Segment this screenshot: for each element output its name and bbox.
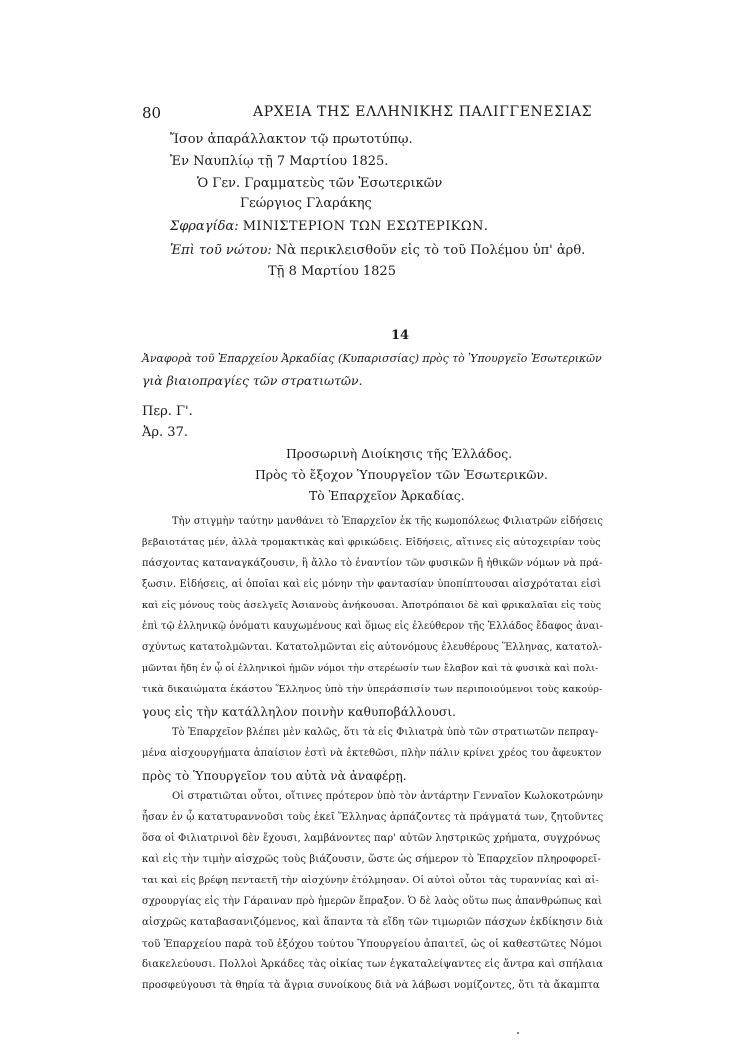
body-line: προσφεύγουσι τὰ θηρία τὰ ἄγρια συνοίκους διὰ νὰ λάβωσι νομίζοντες, ὅτι τὰ ἄκαμπτα [142, 980, 600, 991]
body-line: ἦσαν ἐν ᾧ κατατυραννοῦσι τοὺς ἐκεῖ Ἕλληνας ἁρπάζοντες τὰ πράγματά των, ζητοῦντες [142, 812, 604, 823]
running-title: ΑΡΧΕΙΑ ΤΗΣ ΕΛΛΗΝΙΚΗΣ ΠΑΛΙΓΓΕΝΕΣΙΑΣ [253, 104, 593, 120]
document-title: γιὰ βιαιοπραγίες τῶν στρατιωτῶν. [142, 373, 363, 388]
address-line: Τὸ Ἐπαρχεῖον Ἀρκαδίας. [309, 488, 465, 503]
reference-number: Περ. Γ'. [142, 404, 193, 419]
body-line: Τὴν στιγμὴν ταύτην μανθάνει τὸ Ἐπαρχεῖον ἐκ τῆς κωμοπόλεως Φιλιατρῶν εἰδήσεις [172, 516, 604, 527]
verso-date: Τῇ 8 Μαρτίου 1825 [268, 264, 396, 279]
page-number: 80 [142, 104, 162, 122]
body-line: ται καὶ εἰς βρέφη πενταετῆ τὴν αἰσχύνην ἐτόλμησαν. Οἱ αὐτοὶ οὗτοι τὰς τυραννίας καὶ αἰ- [142, 875, 599, 886]
body-line: διακελεύουσι. Πολλοὶ Ἀρκάδες τὰς οἰκίας των ἐγκαταλείψαντες εἰς ἄντρα καὶ σπήλαια [142, 959, 604, 970]
body-line: ξωσιν. Εἰδήσεις, αἱ ὁποῖαι καὶ εἰς μόνην τὴν φαντασίαν ὑποπίπτουσαι αἰσχρόταται εἰσὶ [142, 579, 602, 590]
address-line: Πρὸς τὸ ἔξοχον Ὑπουργεῖον τῶν Ἐσωτερικῶν. [255, 467, 548, 482]
verso-line [170, 243, 585, 258]
verso-label: Ἐπὶ τοῦ νώτου: [170, 243, 272, 258]
seal-text: ΜΙΝΙΣΤΕΡΙΟΝ ΤΩΝ ΕΣΩΤΕΡΙΚΩΝ. [242, 219, 489, 234]
body-line: σχύντως κατατολμῶνται. Κατατολμῶνται εἰς αὐτονόμους ἐλευθέρους Ἕλληνας, κατατολ- [142, 642, 603, 653]
document-title: Ἀναφορὰ τοῦ Ἐπαρχείου Ἀρκαδίας (Κυπαρισσίας) πρὸς τὸ Ὑπουργεῖο Ἐσωτερικῶν [142, 352, 602, 365]
certification-line: Ὁ Γεν. Γραμματεὺς τῶν Ἐσωτερικῶν [197, 176, 443, 191]
body-line: Τὸ Ἐπαρχεῖον βλέπει μὲν καλῶς, ὅτι τὰ εἰς Φιλιατρὰ ὑπὸ τῶν στρατιωτῶν πεπραγ- [172, 727, 599, 738]
body-line: ἐπὶ τῷ ἑλληνικῷ ὀνόματι καυχωμένους καὶ ὅμως εἰς ἐλεύθερον τῆς Ἑλλάδος ἔδαφος ἀναι- [142, 621, 603, 632]
seal-label: Σφραγίδα: [170, 219, 239, 234]
signatory-name: Γεώργιος Γλαράκης [240, 196, 372, 211]
body-line: μένα αἰσχουργήματα ἀπαίσιον ἐστὶ νὰ ἐκτεθῶσι, πλὴν πάλιν κρίνει χρέος του ἄφευκτον [142, 748, 602, 759]
body-line: βεβαιοτάτας μέν, ἀλλὰ τρομακτικὰς καὶ φρικώδεις. Εἰδήσεις, αἵτινες εἰς αὐτοχειρίαν τοὺς [142, 537, 601, 548]
verso-text: Νὰ περικλεισθοῦν εἰς τὸ τοῦ Πολέμου ὑπ' ἀρθ. [275, 243, 586, 258]
certification-line: Ἐν Ναυπλίῳ τῇ 7 Μαρτίου 1825. [170, 154, 389, 169]
address-line: Προσωρινὴ Διοίκησις τῆς Ἑλλάδος. [286, 446, 513, 461]
body-line: Οἱ στρατιῶται οὗτοι, οἵτινες πρότερον ὑπὸ τὸν ἀντάρτην Γενναῖον Κωλοκοτρώνην [172, 791, 604, 802]
body-line: τοῦ Ἐπαρχείου παρὰ τοῦ ἐξόχου τούτου Ὑπουργείου ἀπαιτεῖ, ὡς οἱ καθεστῶτες Νόμοι [142, 938, 603, 950]
body-line: πρὸς τὸ Ὑπουργεῖον του αὐτὰ νὰ ἀναφέρῃ. [142, 769, 407, 783]
body-line: τικὰ δικαιώματα ἑκάστου Ἕλληνος ὑπὸ τὴν ὑπεράσπισίν των περιποιούμενοι τοὺς κακούρ- [142, 684, 603, 695]
body-line: μῶνται ἤδη ἐν ᾧ οἱ ἑλληνικοὶ ἡμῶν νόμοι τὴν στερέωσίν των ἔλαβον καὶ τὰ φυσικὰ καὶ πολι- [142, 663, 599, 674]
scan-speck [517, 1032, 519, 1034]
body-line: ὅσα οἱ Φιλιατρινοὶ δὲν ἔχουσι, λαμβάνοντες παρ' αὐτῶν ληστρικῶς χρήματα, συγχρόνως [142, 833, 601, 844]
body-line: αἰσχρῶς καταβασανιζόμενος, καὶ ἅπαντα τὰ εἴδη τῶν τιμωριῶν πάσχων ἐκδίκησιν διὰ [142, 917, 604, 928]
body-line: καὶ εἰς μόνους τοὺς ἀσελγεῖς Ἀσιανοὺς ἀνήκουσαι. Ἀποτρόπαιοι δὲ καὶ φρικαλαῖαι εἰς τοὺς [142, 600, 602, 611]
document-number: 14 [391, 328, 410, 343]
reference-number: Ἀρ. 37. [142, 425, 188, 440]
seal-line [170, 219, 488, 234]
body-line: γους εἰς τὴν κατάλληλον ποινὴν καθυποβάλλουσι. [142, 705, 457, 719]
body-line: πάσχοντας καταναγκάζουσιν, ἢ ἄλλο τὸ ἐναντίον τῶν φυσικῶν ἢ ἠθικῶν νόμων νὰ πρά- [142, 558, 603, 569]
certification-line: Ἴσον ἀπαράλλακτον τῷ πρωτοτύπῳ. [170, 132, 413, 147]
body-line: καὶ εἰς τὴν τιμὴν αἰσχρῶς τοὺς βιάζουσιν, ὥστε ὡς σήμερον τὸ Ἐπαρχεῖον πληροφορεῖ- [142, 854, 601, 865]
body-line: σχρουργίας εἰς τὴν Γάραιναν πρὸ ἡμερῶν ἔπραξον. Ὁ δὲ λαὸς οὕτω πως ἀπανθρώπως καὶ [142, 896, 603, 907]
